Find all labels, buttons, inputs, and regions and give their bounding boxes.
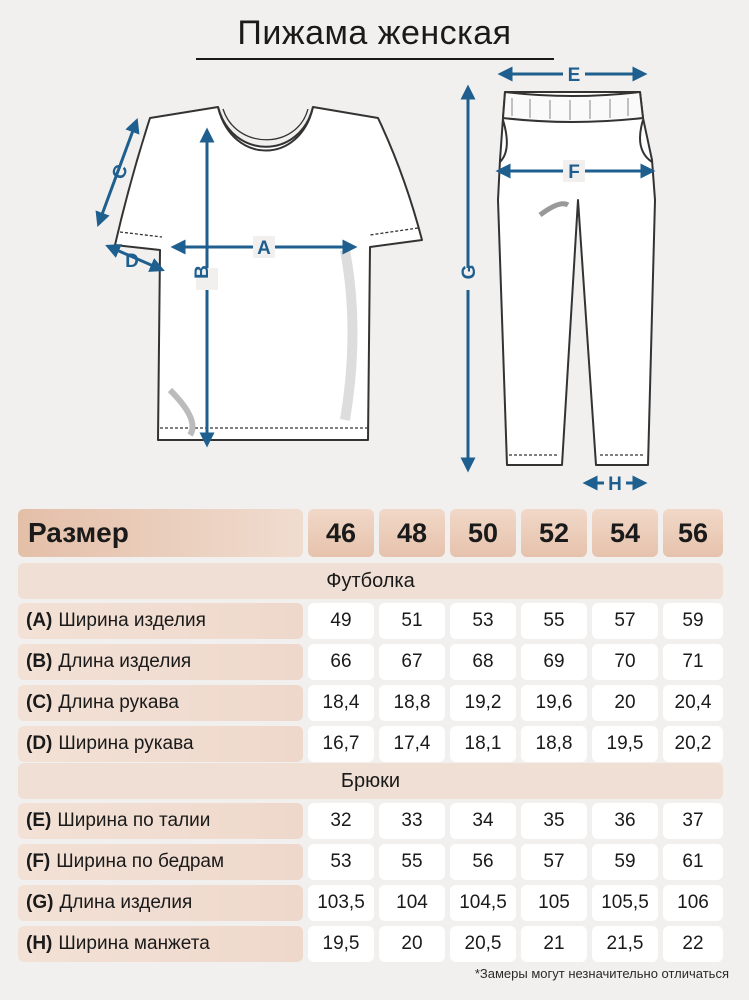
row-label-text: Длина изделия bbox=[59, 892, 193, 913]
row-label bbox=[18, 926, 303, 962]
pants-drawing bbox=[498, 92, 655, 465]
row-label bbox=[18, 603, 303, 639]
row-label bbox=[18, 885, 303, 921]
table-row bbox=[18, 803, 723, 839]
table-cell: 104,5 bbox=[450, 885, 516, 921]
table-cell: 105,5 bbox=[592, 885, 658, 921]
section-row bbox=[18, 763, 723, 799]
row-label bbox=[18, 844, 303, 880]
table-row bbox=[18, 685, 723, 721]
table-cell: 59 bbox=[663, 603, 723, 639]
table-cell: 70 bbox=[592, 644, 658, 680]
table-cell: 19,6 bbox=[521, 685, 587, 721]
table-cell: 36 bbox=[592, 803, 658, 839]
table-cell: 69 bbox=[521, 644, 587, 680]
table-cell: 67 bbox=[379, 644, 445, 680]
row-code: (C) bbox=[26, 692, 53, 713]
row-label-text: Ширина изделия bbox=[58, 610, 206, 631]
table-cell: 33 bbox=[379, 803, 445, 839]
table-cell: 18,8 bbox=[521, 726, 587, 762]
row-label-text: Длина изделия bbox=[58, 651, 192, 672]
row-code: (G) bbox=[26, 892, 54, 913]
table-cell: 16,7 bbox=[308, 726, 374, 762]
table-cell: 18,1 bbox=[450, 726, 516, 762]
table-cell: 55 bbox=[521, 603, 587, 639]
row-label bbox=[18, 726, 303, 762]
row-code: (H) bbox=[26, 933, 53, 954]
table-cell: 57 bbox=[592, 603, 658, 639]
row-code: (E) bbox=[26, 810, 52, 831]
table-cell: 49 bbox=[308, 603, 374, 639]
table-cell: 18,8 bbox=[379, 685, 445, 721]
table-cell: 32 bbox=[308, 803, 374, 839]
dimension-label-h: H bbox=[608, 474, 622, 495]
table-cell: 35 bbox=[521, 803, 587, 839]
row-label bbox=[18, 685, 303, 721]
table-cell: 53 bbox=[308, 844, 374, 880]
table-cell: 20 bbox=[379, 926, 445, 962]
table-header-row bbox=[18, 509, 718, 557]
table-row bbox=[18, 726, 723, 762]
table-cell: 56 bbox=[450, 844, 516, 880]
table-cell: 37 bbox=[663, 803, 723, 839]
size-header-cell: 48 bbox=[379, 509, 445, 557]
table-cell: 53 bbox=[450, 603, 516, 639]
table-cell: 51 bbox=[379, 603, 445, 639]
table-cell: 103,5 bbox=[308, 885, 374, 921]
table-cell: 20,5 bbox=[450, 926, 516, 962]
table-row bbox=[18, 926, 723, 962]
row-label-text: Длина рукава bbox=[58, 692, 179, 713]
page-title: Пижама женская bbox=[237, 14, 512, 52]
table-cell: 57 bbox=[521, 844, 587, 880]
section-title: Футболка bbox=[18, 563, 723, 599]
tshirt-drawing bbox=[115, 107, 422, 440]
table-cell: 20,4 bbox=[663, 685, 723, 721]
size-header-label: Размер bbox=[18, 509, 303, 557]
table-cell: 21,5 bbox=[592, 926, 658, 962]
size-header-cell: 50 bbox=[450, 509, 516, 557]
row-label-text: Ширина рукава bbox=[58, 733, 194, 754]
row-code: (A) bbox=[26, 610, 53, 631]
size-header-cell: 46 bbox=[308, 509, 374, 557]
dimension-label-d: D bbox=[125, 251, 139, 272]
table-cell: 61 bbox=[663, 844, 723, 880]
table-cell: 19,5 bbox=[308, 926, 374, 962]
size-header-cell: 52 bbox=[521, 509, 587, 557]
row-code: (D) bbox=[26, 733, 53, 754]
table-cell: 106 bbox=[663, 885, 723, 921]
table-cell: 55 bbox=[379, 844, 445, 880]
table-cell: 59 bbox=[592, 844, 658, 880]
table-cell: 105 bbox=[521, 885, 587, 921]
table-row bbox=[18, 603, 723, 639]
table-cell: 21 bbox=[521, 926, 587, 962]
row-label-text: Ширина по талии bbox=[57, 810, 211, 831]
dimension-label-f: F bbox=[568, 162, 580, 183]
table-cell: 34 bbox=[450, 803, 516, 839]
dimension-label-b: B bbox=[192, 265, 213, 279]
table-cell: 22 bbox=[663, 926, 723, 962]
table-row bbox=[18, 885, 723, 921]
row-label-text: Ширина манжета bbox=[58, 933, 210, 954]
size-header-cell: 54 bbox=[592, 509, 658, 557]
table-row bbox=[18, 844, 723, 880]
section-title: Брюки bbox=[18, 763, 723, 799]
table-cell: 104 bbox=[379, 885, 445, 921]
table-cell: 19,5 bbox=[592, 726, 658, 762]
table-cell: 71 bbox=[663, 644, 723, 680]
table-cell: 20,2 bbox=[663, 726, 723, 762]
table-cell: 18,4 bbox=[308, 685, 374, 721]
dimension-label-e: E bbox=[567, 65, 581, 86]
table-cell: 68 bbox=[450, 644, 516, 680]
table-cell: 17,4 bbox=[379, 726, 445, 762]
dimension-label-g: G bbox=[459, 264, 480, 280]
table-cell: 66 bbox=[308, 644, 374, 680]
dimension-label-a: A bbox=[257, 238, 271, 259]
row-label bbox=[18, 644, 303, 680]
dimension-label-c: C bbox=[108, 162, 133, 183]
table-cell: 20 bbox=[592, 685, 658, 721]
row-code: (B) bbox=[26, 651, 53, 672]
size-header-cell: 56 bbox=[663, 509, 723, 557]
table-row bbox=[18, 644, 723, 680]
row-label-text: Ширина по бедрам bbox=[56, 851, 225, 872]
footnote: *Замеры могут незначительно отличаться bbox=[474, 966, 729, 981]
row-code: (F) bbox=[26, 851, 51, 872]
row-label bbox=[18, 803, 303, 839]
section-row bbox=[18, 563, 723, 599]
table-cell: 19,2 bbox=[450, 685, 516, 721]
